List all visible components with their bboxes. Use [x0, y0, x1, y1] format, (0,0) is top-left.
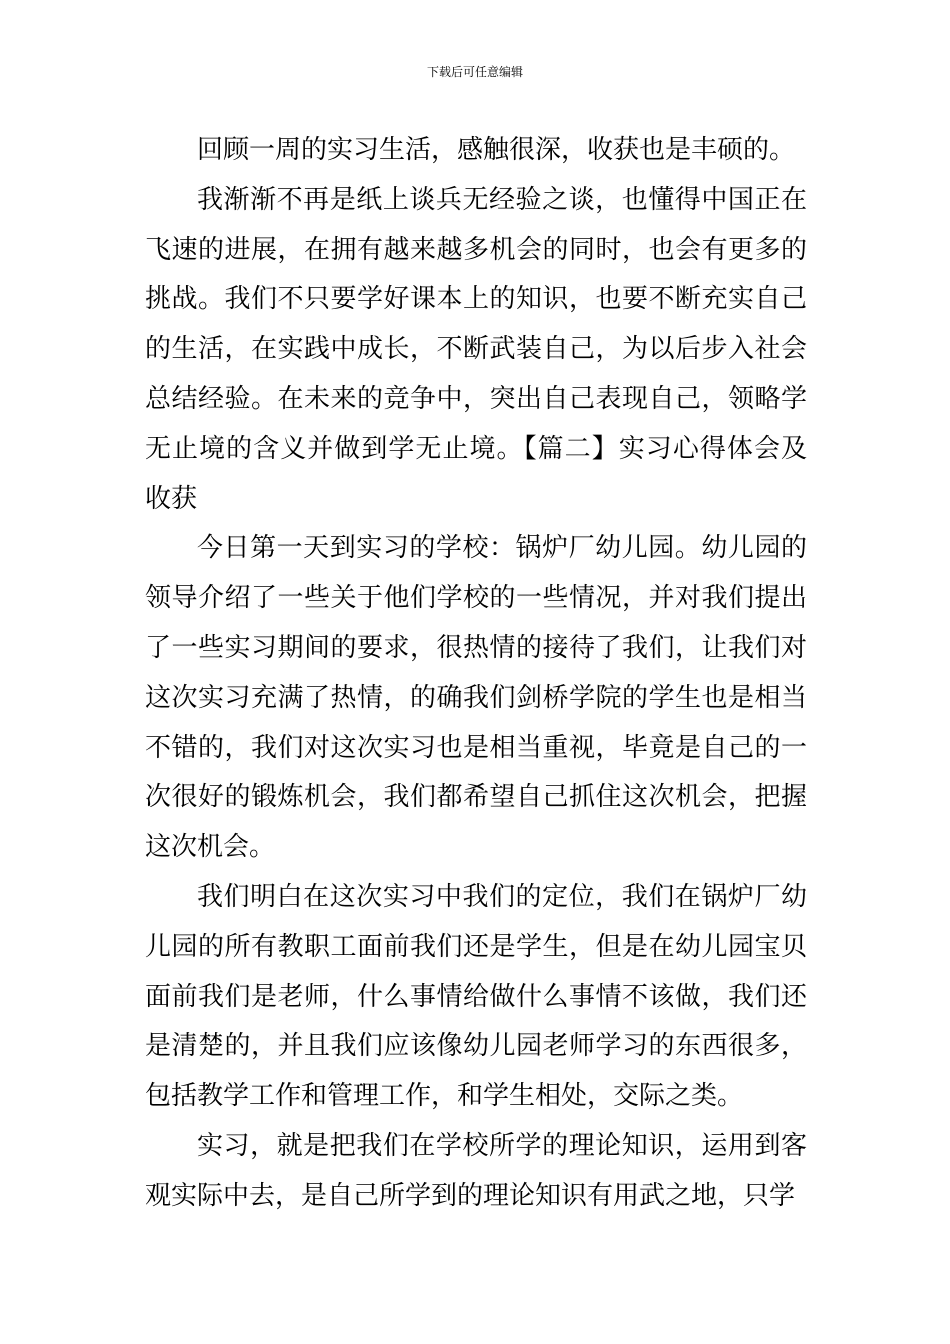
paragraph-2: 我渐渐不再是纸上谈兵无经验之谈，也懂得中国正在飞速的进展，在拥有越来越多机会的同时，也会有更多的挑战。我们不只要学好课本上的知识，也要不断充实自己的生活，在实践中成长，不断武装自己，为以后步入社会总结经验。在未来的竞争中，突出自己表现自己，领略学无止境的含义并做到学无止境。【篇二】实习心得体会及收获 [145, 184, 807, 514]
paragraph-5: 实习，就是把我们在学校所学的理论知识，运用到客观实际中去，是自己所学到的理论知识有用武之地，只学 [145, 1130, 807, 1211]
page-header: 下载后可任意编辑 [426, 65, 523, 79]
paragraph-3: 今日第一天到实习的学校：锅炉厂幼儿园。幼儿园的领导介绍了一些关于他们学校的一些情况，并对我们提出了一些实习期间的要求，很热情的接待了我们，让我们对这次实习充满了热情，的确我们剑桥学院的学生也是相当不错的，我们对这次实习也是相当重视，毕竟是自己的一次很好的锻炼机会，我们都希望自己抓住这次机会，把握这次机会。 [145, 533, 807, 863]
document-body [145, 126, 807, 1222]
paragraph-4: 我们明白在这次实习中我们的定位，我们在锅炉厂幼儿园的所有教职工面前我们还是学生，但是在幼儿园宝贝面前我们是老师，什么事情给做什么事情不该做，我们还是清楚的，并且我们应该像幼儿园老师学习的东西很多，包括教学工作和管理工作，和学生相处，交际之类。 [145, 881, 807, 1112]
paragraph-1: 回顾一周的实习生活，感触很深，收获也是丰硕的。 [197, 135, 796, 165]
